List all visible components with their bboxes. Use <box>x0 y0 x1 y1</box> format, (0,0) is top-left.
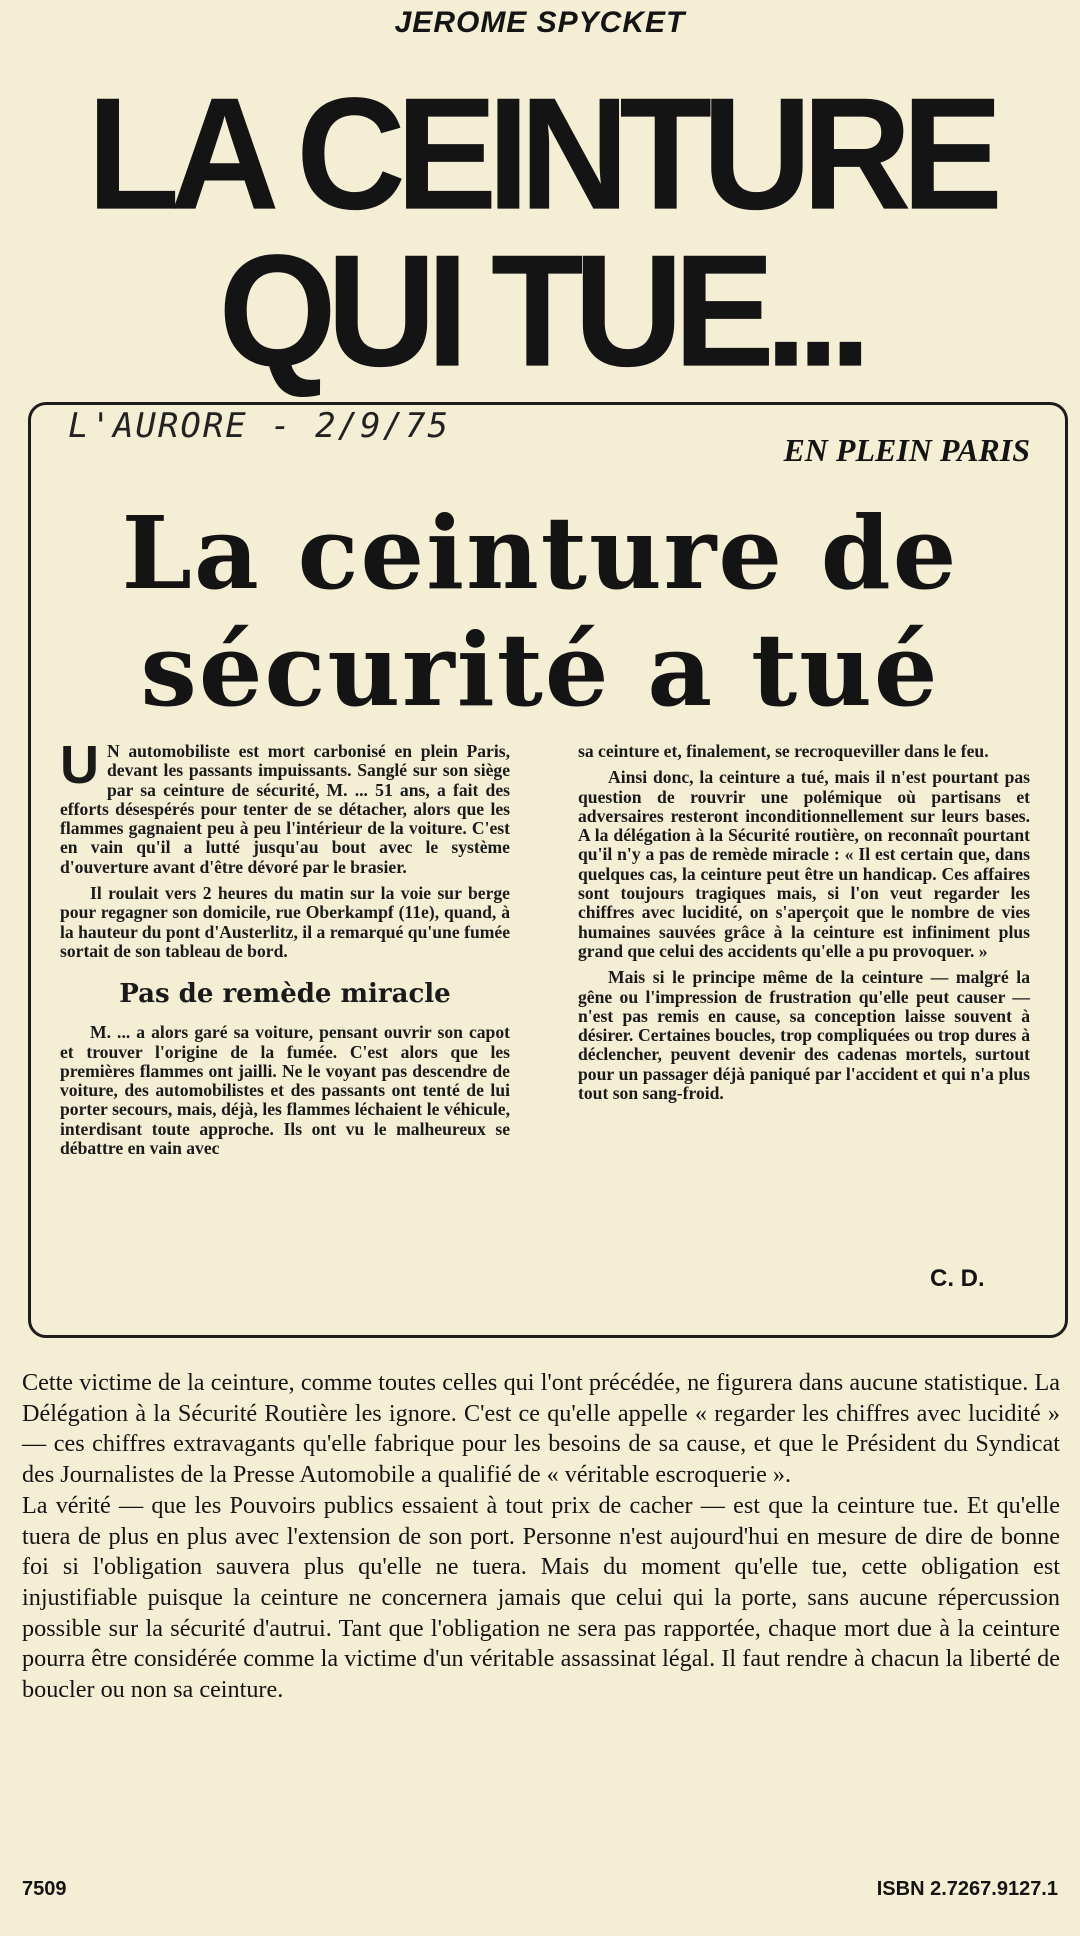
commentary-paragraph: Cette victime de la ceinture, comme toutes celles qui l'ont précédée, ne figurera dans aucune statistique. La Délégation à la Sécurité Routière les ignore. C'est ce qu'elle appelle « regarder les chiffres avec lucidité » — ces chiffres extravagants qu'elle fabrique pour les besoins de sa cause, et que le Président du Syndicat des Journalistes de la Presse Automobile a qualifié de « véritable escroquerie ». <box>22 1369 1060 1489</box>
handwritten-source-note: L'AURORE - 2/9/75 <box>68 406 450 446</box>
paragraph-text: N automobiliste est mort carbonisé en plein Paris, devant les passants impuissants. Sanglé sur son siège par sa ceinture de sécurité, M. ... 51 ans, a fait des efforts désespérés pour tenter de se détacher, alors que les flammes gagnaient peu à peu l'intérieur de la voiture. C'est en vain qu'il a lutté jusqu'au bout avec le système d'ouverture avant d'être dévoré par le brasier. <box>60 741 510 877</box>
section-label: EN PLEIN PARIS <box>783 432 1030 468</box>
article-paragraph: Il roulait vers 2 heures du matin sur la voie sur berge pour regagner son domicile, rue Oberkampf (11e), quand, à la hauteur du pont d'Austerlitz, il a remarqué qu'une fumée sortait de son tableau de bord. <box>60 883 510 961</box>
commentary-block <box>22 1368 1060 1706</box>
article-headline-line-2: sécurité a tué <box>140 611 940 729</box>
article-subhead: Pas de remède miracle <box>119 979 451 1010</box>
article-paragraph <box>60 735 510 877</box>
article-paragraph: sa ceinture et, finalement, se recroqueviller dans le feu. <box>578 741 989 761</box>
article-headline-line-1: La ceinture de <box>121 494 959 612</box>
drop-cap: U <box>60 735 99 795</box>
isbn-number: ISBN 2.7267.9127.1 <box>876 1878 1058 1900</box>
article-paragraph: M. ... a alors garé sa voiture, pensant ouvrir son capot et trouver l'origine de la fumée. C'est alors que les premières flammes ont jailli. Ne le voyant pas descendre de voiture, des automobilistes et des passants ont tenté de lui porter secours, mais, déjà, les flammes léchaient le véhicule, interdisant toute approche. Ils ont vu le malheureux se débattre en vain avec <box>60 1022 510 1159</box>
article-right-column <box>578 742 1030 1110</box>
article-paragraph: Mais si le principe même de la ceinture — malgré la gêne ou l'impression de frustration qu'elle peut causer — n'est pas remis en cause, sa conception laisse souvent à désirer. Certaines boucles, trop compliquées ou trop dures à déclencher, peuvent devenir des cadenas mortels, surtout pour un passager déjà paniqué par l'accident et qui n'a plus tout son sang-froid. <box>578 967 1030 1104</box>
author-name: JEROME SPYCKET <box>394 6 686 39</box>
article-paragraph: Ainsi donc, la ceinture a tué, mais il n'est pourtant pas question de rouvrir une polémique où partisans et adversaires resteront inconditionnellement sur leurs bases. A la délégation à la Sécurité routière, on reconnaît pourtant qu'il n'y a pas de remède miracle : « Il est certain que, dans quelques cas, la ceinture peut être un handicap. Ces affaires sont toujours tragiques mais, si l'on veut regarder les chiffres avec lucidité, on s'aperçoit que le nombre de vies humaines sauvées grâce à la ceinture est infiniment plus grand que celui des accidents qu'elle a pu provoquer. » <box>578 767 1030 961</box>
article-signature: C. D. <box>930 1265 985 1292</box>
commentary-paragraph: La vérité — que les Pouvoirs publics essaient à tout prix de cacher — est que la ceinture tue. Et qu'elle tuera de plus en plus avec l'extension de son port. Personne n'est aujourd'hui en mesure de dire de bonne foi si l'obligation sauvera plus qu'elle ne tuera. Mais du moment qu'elle tue, cette obligation est injustifiable puisque la ceinture ne concernera jamais que celui qui la porte, sans aucune répercussion possible sur la sécurité d'autrui. Tant que l'obligation ne sera pas rapportée, chaque mort due à la ceinture pourra être considérée comme la victime d'un véritable assassinat légal. Il faut rendre à chacun la liberté de boucler ou non sa ceinture. <box>22 1491 1060 1704</box>
book-title-line-2: QUI TUE... <box>218 221 862 401</box>
article-left-column <box>60 735 510 1165</box>
catalog-number: 7509 <box>22 1878 67 1900</box>
book-title-line-1: LA CEINTURE <box>86 64 994 244</box>
